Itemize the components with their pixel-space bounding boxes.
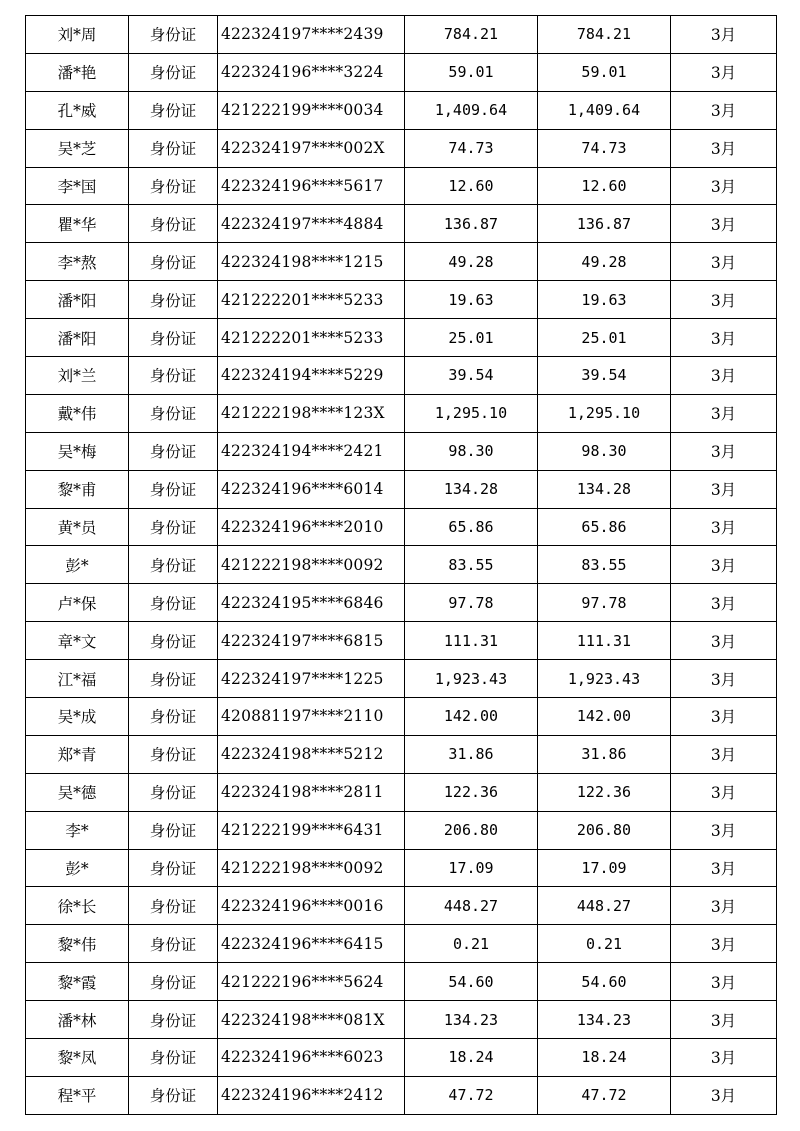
table-row xyxy=(26,53,777,91)
id-number-cell: 422324196****6415 xyxy=(218,925,405,963)
month-cell: 3月 xyxy=(671,91,777,129)
month-cell: 3月 xyxy=(671,129,777,167)
table-row xyxy=(26,963,777,1001)
id-number-cell: 420881197****2110 xyxy=(218,698,405,736)
table-row xyxy=(26,584,777,622)
table-row xyxy=(26,508,777,546)
name-cell: 徐*长 xyxy=(26,887,129,925)
id-number-cell: 422324196****5617 xyxy=(218,167,405,205)
id-type-cell: 身份证 xyxy=(129,508,218,546)
amount-cell-2: 134.28 xyxy=(538,470,671,508)
id-type-cell: 身份证 xyxy=(129,167,218,205)
amount-cell-2: 19.63 xyxy=(538,281,671,319)
name-cell: 吴*德 xyxy=(26,773,129,811)
name-cell: 李* xyxy=(26,811,129,849)
name-cell: 潘*艳 xyxy=(26,53,129,91)
month-cell: 3月 xyxy=(671,735,777,773)
id-type-cell: 身份证 xyxy=(129,16,218,54)
table-row xyxy=(26,205,777,243)
table-row xyxy=(26,243,777,281)
amount-cell-2: 1,295.10 xyxy=(538,394,671,432)
amount-cell-2: 97.78 xyxy=(538,584,671,622)
amount-cell: 1,923.43 xyxy=(405,660,538,698)
id-type-cell: 身份证 xyxy=(129,773,218,811)
data-table xyxy=(25,15,777,1115)
month-cell: 3月 xyxy=(671,1039,777,1077)
month-cell: 3月 xyxy=(671,622,777,660)
id-number-cell: 421222201****5233 xyxy=(218,281,405,319)
amount-cell: 1,295.10 xyxy=(405,394,538,432)
name-cell: 吴*芝 xyxy=(26,129,129,167)
amount-cell: 98.30 xyxy=(405,432,538,470)
id-type-cell: 身份证 xyxy=(129,925,218,963)
month-cell: 3月 xyxy=(671,1076,777,1114)
table-row xyxy=(26,281,777,319)
id-type-cell: 身份证 xyxy=(129,91,218,129)
table-row xyxy=(26,660,777,698)
table-row xyxy=(26,1039,777,1077)
amount-cell-2: 49.28 xyxy=(538,243,671,281)
amount-cell: 74.73 xyxy=(405,129,538,167)
name-cell: 李*熬 xyxy=(26,243,129,281)
amount-cell-2: 65.86 xyxy=(538,508,671,546)
table-row xyxy=(26,622,777,660)
amount-cell-2: 111.31 xyxy=(538,622,671,660)
amount-cell-2: 39.54 xyxy=(538,357,671,395)
id-number-cell: 422324196****2010 xyxy=(218,508,405,546)
id-number-cell: 422324197****002X xyxy=(218,129,405,167)
id-number-cell: 422324196****6014 xyxy=(218,470,405,508)
month-cell: 3月 xyxy=(671,963,777,1001)
name-cell: 刘*周 xyxy=(26,16,129,54)
amount-cell-2: 74.73 xyxy=(538,129,671,167)
name-cell: 黎*伟 xyxy=(26,925,129,963)
id-number-cell: 421222198****123X xyxy=(218,394,405,432)
id-number-cell: 421222201****5233 xyxy=(218,319,405,357)
name-cell: 黎*甫 xyxy=(26,470,129,508)
amount-cell: 39.54 xyxy=(405,357,538,395)
amount-cell-2: 206.80 xyxy=(538,811,671,849)
name-cell: 黄*员 xyxy=(26,508,129,546)
table-row xyxy=(26,887,777,925)
amount-cell-2: 25.01 xyxy=(538,319,671,357)
id-type-cell: 身份证 xyxy=(129,243,218,281)
amount-cell: 17.09 xyxy=(405,849,538,887)
month-cell: 3月 xyxy=(671,243,777,281)
name-cell: 郑*青 xyxy=(26,735,129,773)
id-type-cell: 身份证 xyxy=(129,281,218,319)
name-cell: 潘*阳 xyxy=(26,319,129,357)
month-cell: 3月 xyxy=(671,546,777,584)
name-cell: 潘*阳 xyxy=(26,281,129,319)
amount-cell-2: 1,409.64 xyxy=(538,91,671,129)
month-cell: 3月 xyxy=(671,660,777,698)
amount-cell-2: 31.86 xyxy=(538,735,671,773)
amount-cell: 122.36 xyxy=(405,773,538,811)
amount-cell: 59.01 xyxy=(405,53,538,91)
name-cell: 卢*保 xyxy=(26,584,129,622)
id-type-cell: 身份证 xyxy=(129,887,218,925)
name-cell: 程*平 xyxy=(26,1076,129,1114)
name-cell: 潘*林 xyxy=(26,1001,129,1039)
amount-cell: 136.87 xyxy=(405,205,538,243)
id-number-cell: 422324198****081X xyxy=(218,1001,405,1039)
amount-cell: 97.78 xyxy=(405,584,538,622)
table-row xyxy=(26,319,777,357)
id-type-cell: 身份证 xyxy=(129,584,218,622)
amount-cell: 1,409.64 xyxy=(405,91,538,129)
id-number-cell: 421222199****6431 xyxy=(218,811,405,849)
amount-cell-2: 122.36 xyxy=(538,773,671,811)
id-type-cell: 身份证 xyxy=(129,698,218,736)
amount-cell: 49.28 xyxy=(405,243,538,281)
month-cell: 3月 xyxy=(671,53,777,91)
amount-cell: 47.72 xyxy=(405,1076,538,1114)
month-cell: 3月 xyxy=(671,698,777,736)
id-type-cell: 身份证 xyxy=(129,394,218,432)
amount-cell: 18.24 xyxy=(405,1039,538,1077)
table-row xyxy=(26,129,777,167)
amount-cell-2: 0.21 xyxy=(538,925,671,963)
id-type-cell: 身份证 xyxy=(129,319,218,357)
id-type-cell: 身份证 xyxy=(129,53,218,91)
id-type-cell: 身份证 xyxy=(129,357,218,395)
name-cell: 瞿*华 xyxy=(26,205,129,243)
amount-cell: 448.27 xyxy=(405,887,538,925)
id-number-cell: 422324198****2811 xyxy=(218,773,405,811)
table-row xyxy=(26,925,777,963)
name-cell: 黎*霞 xyxy=(26,963,129,1001)
table-row xyxy=(26,849,777,887)
id-number-cell: 422324198****5212 xyxy=(218,735,405,773)
id-type-cell: 身份证 xyxy=(129,546,218,584)
id-number-cell: 422324195****6846 xyxy=(218,584,405,622)
name-cell: 黎*凤 xyxy=(26,1039,129,1077)
id-type-cell: 身份证 xyxy=(129,735,218,773)
amount-cell: 784.21 xyxy=(405,16,538,54)
name-cell: 吴*成 xyxy=(26,698,129,736)
id-type-cell: 身份证 xyxy=(129,129,218,167)
amount-cell-2: 12.60 xyxy=(538,167,671,205)
table-row xyxy=(26,432,777,470)
name-cell: 彭* xyxy=(26,849,129,887)
id-type-cell: 身份证 xyxy=(129,849,218,887)
month-cell: 3月 xyxy=(671,281,777,319)
amount-cell: 19.63 xyxy=(405,281,538,319)
id-number-cell: 422324196****0016 xyxy=(218,887,405,925)
amount-cell: 83.55 xyxy=(405,546,538,584)
month-cell: 3月 xyxy=(671,394,777,432)
id-number-cell: 421222198****0092 xyxy=(218,849,405,887)
amount-cell-2: 142.00 xyxy=(538,698,671,736)
id-type-cell: 身份证 xyxy=(129,205,218,243)
id-number-cell: 421222198****0092 xyxy=(218,546,405,584)
table-body xyxy=(26,16,777,1115)
amount-cell: 206.80 xyxy=(405,811,538,849)
amount-cell-2: 17.09 xyxy=(538,849,671,887)
month-cell: 3月 xyxy=(671,357,777,395)
id-type-cell: 身份证 xyxy=(129,1001,218,1039)
id-type-cell: 身份证 xyxy=(129,1039,218,1077)
id-type-cell: 身份证 xyxy=(129,660,218,698)
month-cell: 3月 xyxy=(671,319,777,357)
table-row xyxy=(26,546,777,584)
table-row xyxy=(26,357,777,395)
amount-cell-2: 98.30 xyxy=(538,432,671,470)
month-cell: 3月 xyxy=(671,773,777,811)
table-row xyxy=(26,735,777,773)
table-row xyxy=(26,470,777,508)
table-row xyxy=(26,773,777,811)
id-number-cell: 422324194****5229 xyxy=(218,357,405,395)
amount-cell-2: 1,923.43 xyxy=(538,660,671,698)
id-number-cell: 422324196****3224 xyxy=(218,53,405,91)
name-cell: 戴*伟 xyxy=(26,394,129,432)
table-row xyxy=(26,91,777,129)
id-number-cell: 422324196****6023 xyxy=(218,1039,405,1077)
amount-cell: 54.60 xyxy=(405,963,538,1001)
id-type-cell: 身份证 xyxy=(129,811,218,849)
month-cell: 3月 xyxy=(671,167,777,205)
month-cell: 3月 xyxy=(671,849,777,887)
amount-cell-2: 18.24 xyxy=(538,1039,671,1077)
amount-cell-2: 47.72 xyxy=(538,1076,671,1114)
amount-cell-2: 134.23 xyxy=(538,1001,671,1039)
amount-cell: 0.21 xyxy=(405,925,538,963)
name-cell: 章*文 xyxy=(26,622,129,660)
id-number-cell: 422324197****4884 xyxy=(218,205,405,243)
amount-cell-2: 59.01 xyxy=(538,53,671,91)
name-cell: 李*国 xyxy=(26,167,129,205)
id-type-cell: 身份证 xyxy=(129,622,218,660)
id-number-cell: 422324197****2439 xyxy=(218,16,405,54)
id-number-cell: 421222196****5624 xyxy=(218,963,405,1001)
id-number-cell: 422324196****2412 xyxy=(218,1076,405,1114)
month-cell: 3月 xyxy=(671,470,777,508)
id-type-cell: 身份证 xyxy=(129,963,218,1001)
month-cell: 3月 xyxy=(671,432,777,470)
table-row xyxy=(26,167,777,205)
id-number-cell: 422324197****6815 xyxy=(218,622,405,660)
month-cell: 3月 xyxy=(671,887,777,925)
name-cell: 孔*威 xyxy=(26,91,129,129)
amount-cell: 134.28 xyxy=(405,470,538,508)
table-row xyxy=(26,16,777,54)
name-cell: 江*福 xyxy=(26,660,129,698)
amount-cell-2: 54.60 xyxy=(538,963,671,1001)
id-number-cell: 422324194****2421 xyxy=(218,432,405,470)
id-type-cell: 身份证 xyxy=(129,1076,218,1114)
amount-cell-2: 784.21 xyxy=(538,16,671,54)
month-cell: 3月 xyxy=(671,205,777,243)
month-cell: 3月 xyxy=(671,925,777,963)
amount-cell: 142.00 xyxy=(405,698,538,736)
id-number-cell: 421222199****0034 xyxy=(218,91,405,129)
table-row xyxy=(26,394,777,432)
month-cell: 3月 xyxy=(671,16,777,54)
month-cell: 3月 xyxy=(671,508,777,546)
month-cell: 3月 xyxy=(671,811,777,849)
name-cell: 吴*梅 xyxy=(26,432,129,470)
amount-cell: 25.01 xyxy=(405,319,538,357)
amount-cell: 12.60 xyxy=(405,167,538,205)
name-cell: 彭* xyxy=(26,546,129,584)
month-cell: 3月 xyxy=(671,1001,777,1039)
id-number-cell: 422324197****1225 xyxy=(218,660,405,698)
amount-cell: 134.23 xyxy=(405,1001,538,1039)
amount-cell: 31.86 xyxy=(405,735,538,773)
id-type-cell: 身份证 xyxy=(129,432,218,470)
amount-cell-2: 136.87 xyxy=(538,205,671,243)
id-number-cell: 422324198****1215 xyxy=(218,243,405,281)
table-row xyxy=(26,811,777,849)
amount-cell-2: 83.55 xyxy=(538,546,671,584)
amount-cell: 111.31 xyxy=(405,622,538,660)
month-cell: 3月 xyxy=(671,584,777,622)
amount-cell-2: 448.27 xyxy=(538,887,671,925)
id-type-cell: 身份证 xyxy=(129,470,218,508)
table-row xyxy=(26,698,777,736)
table-row xyxy=(26,1001,777,1039)
amount-cell: 65.86 xyxy=(405,508,538,546)
name-cell: 刘*兰 xyxy=(26,357,129,395)
table-row xyxy=(26,1076,777,1114)
